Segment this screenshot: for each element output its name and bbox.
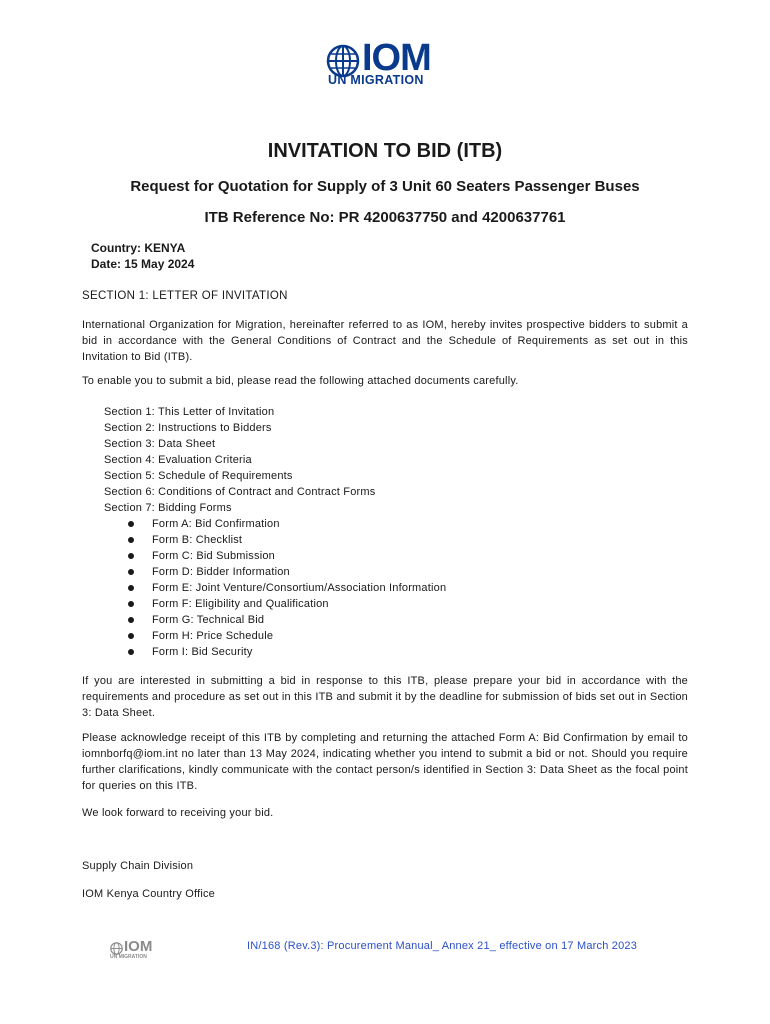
document-title: INVITATION TO BID (ITB)	[267, 140, 503, 162]
list-item: Section 3: Data Sheet	[104, 438, 216, 450]
logo-wordmark: IOM	[362, 37, 431, 79]
list-item	[126, 548, 446, 564]
iom-logo	[326, 37, 446, 88]
list-item: Section 4: Evaluation Criteria	[104, 454, 252, 466]
list-item	[126, 564, 446, 580]
form-label: Form A: Bid Confirmation	[152, 518, 280, 530]
signature-office: IOM Kenya Country Office	[82, 888, 215, 900]
bullet-icon	[128, 585, 134, 591]
forms-list	[126, 516, 446, 660]
document-meta	[91, 240, 194, 272]
footer-logo-wordmark: IOM	[124, 938, 153, 955]
list-item	[126, 644, 446, 660]
bullet-icon	[128, 537, 134, 543]
footer-logo	[110, 940, 170, 962]
list-item: Section 5: Schedule of Requirements	[104, 470, 293, 482]
list-item: Section 6: Conditions of Contract and Contract Forms	[104, 486, 376, 498]
list-item	[126, 628, 446, 644]
list-item	[126, 516, 446, 532]
bullet-icon	[128, 649, 134, 655]
paragraph-intro: International Organization for Migration, hereinafter referred to as IOM, hereby invites prospective bidders to submit a bid in accordance with the General Conditions of Contract and the Schedule of Requirements as set out in this Invitation to Bid (ITB).	[82, 319, 688, 363]
paragraph-acknowledge: Please acknowledge receipt of this ITB by completing and returning the attached Form A: Bid Confirmation by email to iomnborfq@iom.int no later than 13 May 2024, indicating whether you intend to submit a bid or not. Should you require further clarifications, kindly communicate with the contact person/s identified in Section 3: Data Sheet as the focal point for queries on this ITB.	[82, 732, 688, 792]
form-label: Form F: Eligibility and Qualification	[152, 598, 329, 610]
list-item: Section 1: This Letter of Invitation	[104, 406, 275, 418]
paragraph-closing: We look forward to receiving your bid.	[82, 807, 274, 819]
list-item	[126, 612, 446, 628]
bullet-icon	[128, 601, 134, 607]
list-item	[126, 580, 446, 596]
bullet-icon	[128, 569, 134, 575]
form-label: Form E: Joint Venture/Consortium/Association Information	[152, 582, 447, 594]
form-label: Form H: Price Schedule	[152, 630, 274, 642]
list-item: Section 2: Instructions to Bidders	[104, 422, 272, 434]
form-label: Form D: Bidder Information	[152, 566, 290, 578]
form-label: Form I: Bid Security	[152, 646, 253, 658]
signature-division: Supply Chain Division	[82, 860, 194, 872]
list-item	[126, 532, 446, 548]
logo-subtitle: UN MIGRATION	[328, 73, 424, 87]
section-heading: SECTION 1: LETTER OF INVITATION	[82, 290, 288, 302]
bullet-icon	[128, 617, 134, 623]
list-item: Section 7: Bidding Forms	[104, 502, 232, 514]
form-label: Form C: Bid Submission	[152, 550, 275, 562]
paragraph-submission: If you are interested in submitting a bid in response to this ITB, please prepare your bid in accordance with the requirements and procedure as set out in this ITB and submit it by the deadline for submission of bids set out in Section 3: Data Sheet.	[82, 675, 688, 719]
itb-reference: ITB Reference No: PR 4200637750 and 4200637761	[204, 209, 566, 226]
footer-logo-subtitle: UN MIGRATION	[110, 954, 147, 960]
list-item	[126, 596, 446, 612]
footer-reference: IN/168 (Rev.3): Procurement Manual_ Annex 21_ effective on 17 March 2023	[247, 940, 638, 952]
bullet-icon	[128, 553, 134, 559]
bullet-icon	[128, 521, 134, 527]
section-list	[104, 404, 375, 516]
form-label: Form B: Checklist	[152, 534, 243, 546]
form-label: Form G: Technical Bid	[152, 614, 265, 626]
paragraph-read-documents: To enable you to submit a bid, please read the following attached documents carefully.	[82, 375, 519, 387]
country-line: Country: KENYA	[91, 241, 186, 255]
bullet-icon	[128, 633, 134, 639]
document-subtitle: Request for Quotation for Supply of 3 Unit 60 Seaters Passenger Buses	[130, 178, 640, 195]
date-line: Date: 15 May 2024	[91, 257, 195, 271]
